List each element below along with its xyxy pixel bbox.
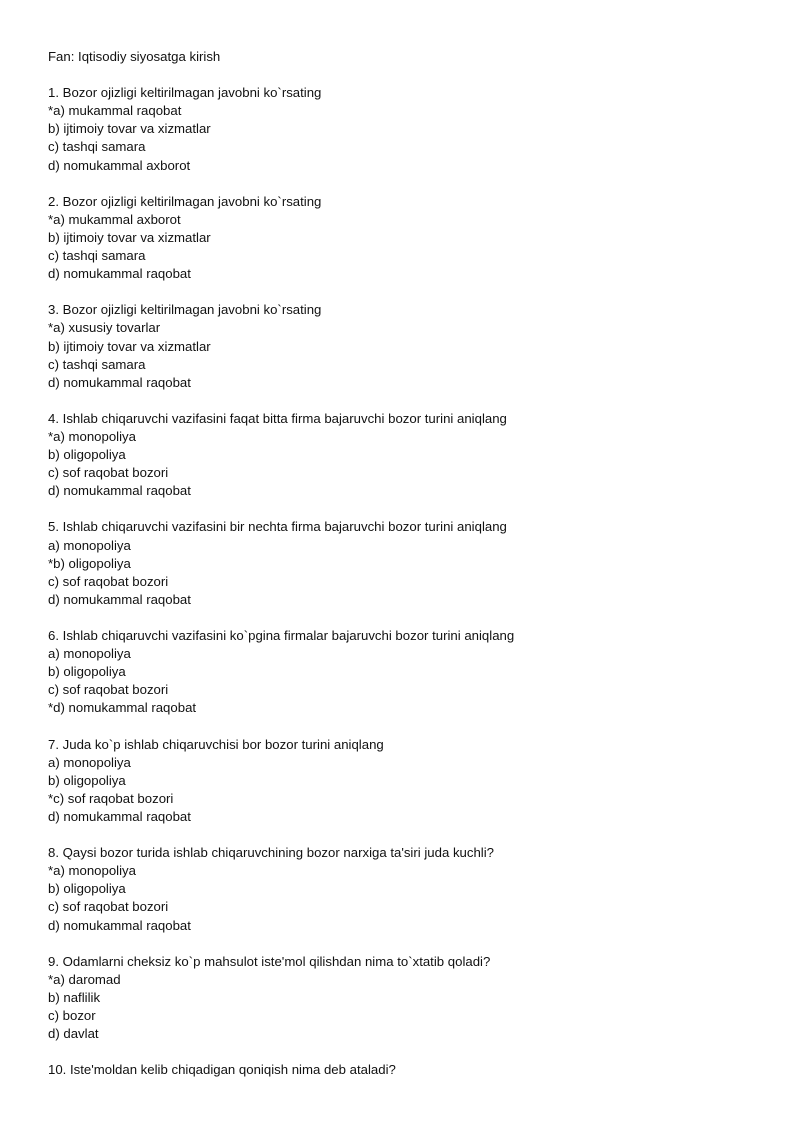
spacer [48, 609, 768, 627]
spacer [48, 1043, 768, 1061]
question-text: 1. Bozor ojizligi keltirilmagan javobni ko`rsating [48, 85, 322, 101]
question-block [48, 953, 768, 1043]
answer-option: *a) daromad [48, 971, 121, 987]
answer-option: a) monopoliya [48, 646, 131, 662]
spacer [48, 500, 768, 518]
spacer [48, 66, 768, 84]
spacer [48, 935, 768, 953]
answer-option: d) nomukammal raqobat [48, 591, 191, 607]
question-block [48, 627, 768, 717]
answer-option: a) monopoliya [48, 537, 131, 553]
question-text: 10. Iste'moldan kelib chiqadigan qoniqish nima deb ataladi? [48, 1062, 396, 1078]
question-text: 2. Bozor ojizligi keltirilmagan javobni ko`rsating [48, 193, 322, 209]
answer-option: c) sof raqobat bozori [48, 573, 169, 589]
question-block [48, 301, 768, 391]
answer-option: c) tashqi samara [48, 139, 146, 155]
answer-option: c) tashqi samara [48, 356, 146, 372]
answer-option: d) nomukammal axborot [48, 157, 191, 173]
question-text: 6. Ishlab chiqaruvchi vazifasini ko`pgina firmalar bajaruvchi bozor turini aniqlang [48, 628, 515, 643]
question-text: 5. Ishlab chiqaruvchi vazifasini bir nechta firma bajaruvchi bozor turini aniqlang [48, 519, 507, 535]
answer-option: b) oligopoliya [48, 447, 126, 463]
question-block [48, 410, 768, 500]
answer-option: d) nomukammal raqobat [48, 483, 191, 499]
spacer [48, 717, 768, 735]
answer-option: b) oligopoliya [48, 664, 126, 680]
answer-option: *a) monopoliya [48, 428, 136, 444]
answer-option: *a) mukammal axborot [48, 211, 181, 227]
answer-option: d) nomukammal raqobat [48, 917, 191, 933]
answer-option: c) sof raqobat bozori [48, 899, 169, 915]
answer-option: c) bozor [48, 1007, 96, 1023]
answer-option: a) monopoliya [48, 754, 131, 770]
answer-option: c) sof raqobat bozori [48, 682, 169, 698]
answer-option: *a) monopoliya [48, 863, 136, 879]
question-block [48, 84, 768, 174]
answer-option: d) nomukammal raqobat [48, 374, 191, 390]
answer-option: d) nomukammal raqobat [48, 808, 191, 824]
question-block [48, 844, 768, 934]
question-text: 9. Odamlarni cheksiz ko`p mahsulot iste'mol qilishdan nima to`xtatib qoladi? [48, 953, 491, 969]
answer-option: *a) mukammal raqobat [48, 103, 182, 119]
spacer [48, 392, 768, 410]
spacer [48, 175, 768, 193]
answer-option: *c) sof raqobat bozori [48, 790, 174, 806]
answer-option: *b) oligopoliya [48, 555, 131, 571]
answer-option: b) oligopoliya [48, 772, 126, 788]
answer-option: d) davlat [48, 1026, 99, 1042]
answer-option: *a) xususiy tovarlar [48, 320, 161, 336]
question-block [48, 193, 768, 283]
question-text: 7. Juda ko`p ishlab chiqaruvchisi bor bozor turini aniqlang [48, 736, 384, 752]
question-block [48, 736, 768, 826]
answer-option: b) ijtimoiy tovar va xizmatlar [48, 338, 211, 354]
question-text: 3. Bozor ojizligi keltirilmagan javobni ko`rsating [48, 302, 322, 318]
answer-option: c) tashqi samara [48, 248, 146, 264]
question-text: 4. Ishlab chiqaruvchi vazifasini faqat bitta firma bajaruvchi bozor turini aniqlang [48, 410, 507, 426]
answer-option: b) ijtimoiy tovar va xizmatlar [48, 121, 211, 137]
question-block [48, 1061, 768, 1079]
answer-option: *d) nomukammal raqobat [48, 700, 197, 716]
answer-option: b) naflilik [48, 989, 101, 1005]
spacer [48, 826, 768, 844]
answer-option: d) nomukammal raqobat [48, 266, 191, 282]
document-page [48, 48, 768, 1079]
subject-title: Fan: Iqtisodiy siyosatga kirish [48, 49, 221, 64]
question-block [48, 518, 768, 608]
spacer [48, 283, 768, 301]
answer-option: b) oligopoliya [48, 881, 126, 897]
answer-option: c) sof raqobat bozori [48, 465, 169, 481]
answer-option: b) ijtimoiy tovar va xizmatlar [48, 229, 211, 245]
question-text: 8. Qaysi bozor turida ishlab chiqaruvchining bozor narxiga ta'siri juda kuchli? [48, 845, 494, 861]
